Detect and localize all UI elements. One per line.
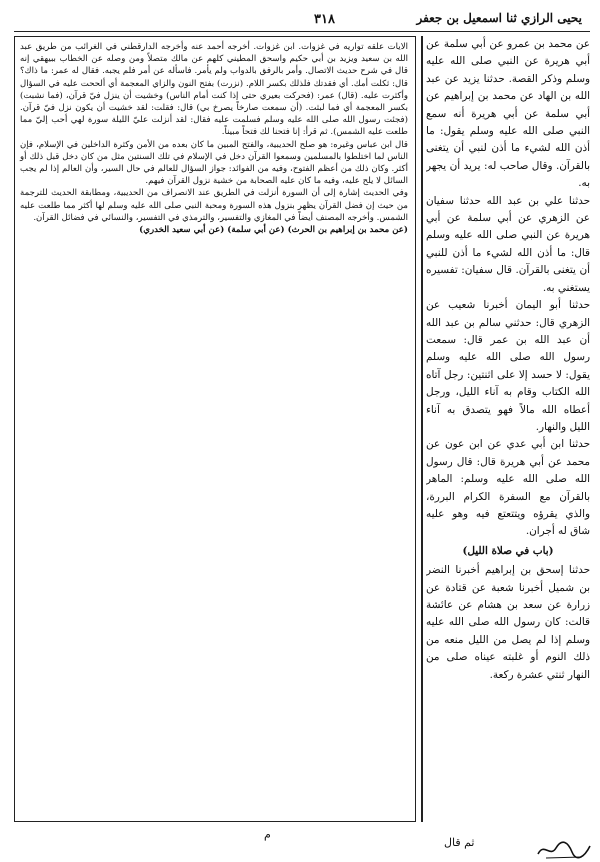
catchword: ثم قال: [444, 836, 475, 849]
chapter-heading: (باب في صلاة الليل): [462, 544, 554, 557]
main-text-column: [426, 36, 590, 826]
commentary-paragraph: الايات علقه تواريه في غزوات. ابن غزوات. أخرجه أحمد عنه وأخرجه الدارقطني في الغرائب من طريق عبد الله بن سعيد ويزيد بن أبي حكيم واسحق المطيني كلهم عن مالك متصلاً ومن وصله عن الخطاب ببيهقي إنه قال في شرح حديث الاتصال. وأمر بالرفق بالدواب ولم يأمر. فاسأله عن أمر فلم يجبه. فقال له عمر: ما ذاك؟ قال: ثكلت أمك. أي فقدتك فلذلك بكسر اللام. (نزرت) بفتح النون والزاي المعجمة أي ألححت عليه في السؤال وأكثرت عليه. (قال) عمر: (فحركت بعيري حتى إذا كنت أمام الناس) وخشيت أن ينزل فيّ قرآن، (فما نشبت) بكسر المعجمة أي فما لبثت. (أن سمعت صارخاً يصرخ بي) قال: فقلت: لقد خشيت أن يكون نزل فيّ قرآن. (فجئت رسول الله صلى الله عليه وسلم فسلمت عليه فقال: لقد أنزلت عليّ الليلة سورة لهي أحب إليّ مما طلعت عليه الشمس). ثم قرأ: إنا فتحنا لك فتحاً مبيناً.: [20, 42, 408, 138]
commentary-column: [14, 36, 416, 822]
header-rule: [14, 31, 590, 32]
commentary-closing-line: (عن محمد بن إبراهيم بن الحرث) (عن أبي سلمة) (عن أبي سعيد الخدري): [139, 225, 408, 236]
column-divider: [421, 36, 423, 822]
page-header: [14, 10, 590, 32]
commentary-paragraph: قال ابن عباس وغيره: هو صلح الحديبية، والفتح المبين ما كان بعده من الأمن وكثرة الداخلين في الإسلام، فإن الناس لما اختلطوا بالمسلمين وسمعوا القرآن دخل في الإسلام في تلك السنتين مثل من كان دخل قبل ذلك أو أكثر. وكان ذلك من أعظم الفتوح، وفيه من الفوائد: جواز السؤال للعالم في حال السير، وأن العالم إذا لم يجب السائل لا يلح عليه، وفيه ما كان عليه الصحابة من خشية نزول القرآن فيهم.: [20, 139, 408, 187]
main-text-paragraph: عن محمد بن عمرو عن أبي سلمة عن أبي هريرة عن النبي صلى الله عليه وسلم وذكر القصة. حدثنا يزيد عن عبد الله بن الهاد عن محمد بن إبراهيم عن أبي سلمة عن أبي هريرة أنه سمع النبي صلى الله عليه وسلم يقول: ما أذن الله لشيء ما أذن لنبي أن يتغنى بالقرآن. وقال صاحب له: يريد أن يجهر به.: [426, 38, 590, 190]
main-text-closing-paragraph: حدثنا إسحق بن إبراهيم أخبرنا النضر بن شميل أخبرنا شعبة عن قتادة عن زرارة عن سعد بن هشام عن عائشة قالت: كان رسول الله صلى الله عليه وسلم إذا لم يصل من الليل منعه من ذلك النوم أو غلبته عيناه صلى من النهار ثنتي عشرة ركعة.: [426, 564, 590, 681]
page: [14, 10, 590, 850]
signature-mark: م: [264, 828, 271, 841]
page-number: ٣١٨: [314, 12, 335, 27]
running-head: يحيى الرازي ثنا اسمعيل بن جعفر: [416, 11, 582, 25]
handwritten-signature-icon: [534, 838, 594, 862]
main-text-paragraph: حدثنا ابن أبي عدي عن ابن عون عن محمد عن أبي هريرة قال: قال رسول الله صلى الله عليه وسلم: الماهر بالقرآن مع السفرة الكرام البررة، والذي يقرؤه ويتتعتع فيه وهو عليه شاق له أجران.: [426, 438, 590, 538]
commentary-paragraph: وفي الحديث إشارة إلى أن السورة أنزلت في الطريق عند الانصراف من الحديبية، ومطابقة الحديث للترجمة من حيث إن فضل القرآن يظهر بنزول هذه السورة ومحبة النبي صلى الله عليه وسلم لها أكثر مما طلعت عليه الشمس. وأخرجه المصنف أيضاً في المغازي والتفسير، والترمذي في التفسير، والنسائي في فضائل القرآن.: [20, 188, 408, 223]
main-text-paragraph: حدثنا أبو اليمان أخبرنا شعيب عن الزهري قال: حدثني سالم بن عبد الله أن عبد الله بن عمر قال: سمعت رسول الله صلى الله عليه وسلم يقول: لا حسد إلا على اثنتين: رجل آتاه الله الكتاب وقام به آناء الليل، ورجل أعطاه الله مالاً فهو يتصدق به آناء الليل والنهار.: [426, 299, 590, 433]
main-text-paragraph: حدثنا علي بن عبد الله حدثنا سفيان عن الزهري عن أبي سلمة عن أبي هريرة عن النبي صلى الله عليه وسلم قال: ما أذن الله لشيء ما أذن للنبي أن يتغنى بالقرآن. قال سفيان: تفسيره يستغني به.: [426, 194, 590, 294]
